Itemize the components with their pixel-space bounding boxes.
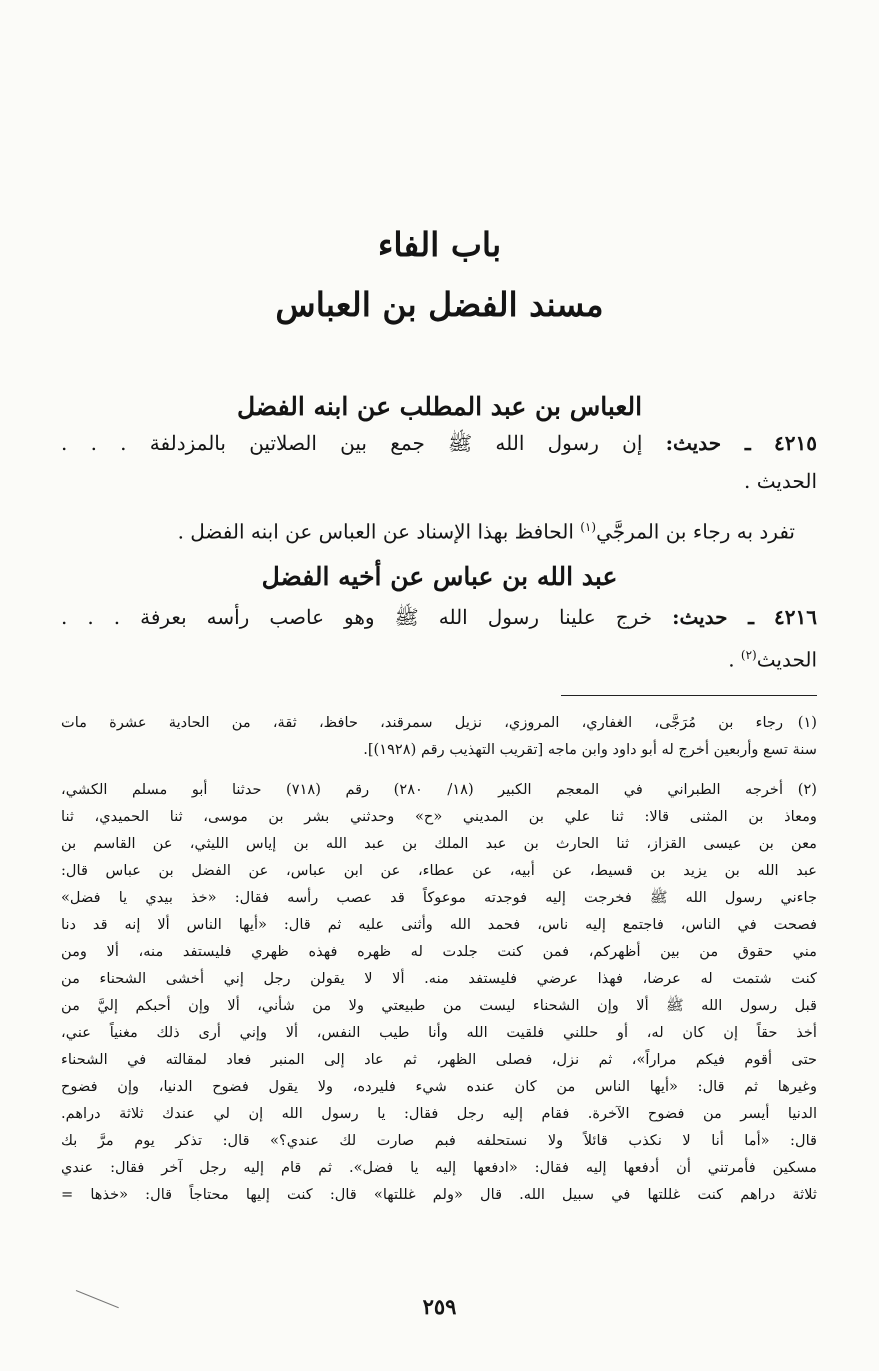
chapter-title: باب الفاء <box>377 225 502 264</box>
section-heading-abbas: العباس بن عبد المطلب عن ابنه الفضل <box>236 392 643 421</box>
footnote-2-line: حتى أقوم فيكم مراراً»، ثم نزل، فصلى الظهر، ثم عاد إلى المنبر فعاد لمقالته في الشحناء <box>61 1051 817 1068</box>
footnote-2-line: أخرجه الطبراني في المعجم الكبير (١٨/ ٢٨٠) رقم (٧١٨) حدثنا أبو مسلم الكشي، <box>61 781 783 798</box>
hadith-label: ـ حديث: <box>672 605 755 629</box>
footnote-2-line: وغيرها ثم قال: «أيها الناس من كان عنده شيء فليرده، ولا يقول فضوح الدنيا، وإن فضوح <box>61 1078 817 1095</box>
page-number: ٢٥٩ <box>422 1294 457 1319</box>
footnote-1-line: سنة تسع وأربعين أخرج له أبو داود وابن ماجه [تقريب التهذيب رقم (١٩٢٨)]. <box>363 741 817 758</box>
footnote-2-line: قال: «أما أنا لا نكذب قائلاً ولا نستحلفه فبم صارت لك عندي؟» قال: تذكر يوم مرَّ بك <box>61 1132 817 1149</box>
hadith-text: إن رسول الله ﷺ جمع بين الصلاتين بالمزدلفة . . . <box>61 431 643 455</box>
footnote-2-line: فصحت في الناس، فاجتمع إليه ناس، فحمد الله وأثنى عليه ثم قال: «أيها الناس ألا إنه قد دنا <box>61 916 817 933</box>
footnote-ref-2: (٢) <box>740 648 757 662</box>
comment-text-2: الحافظ بهذا الإسناد عن العباس عن ابنه الفضل . <box>177 519 581 544</box>
footnote-marker-1: (١) <box>797 714 817 731</box>
footnote-separator <box>561 695 817 696</box>
musnad-title: مسند الفضل بن العباس <box>275 285 604 324</box>
hadith-number: ٤٢١٥ <box>774 431 817 455</box>
hadith-text-end: الحديث <box>756 647 817 672</box>
hadith-4215 <box>61 426 817 460</box>
footnote-2-line: ومعاذ بن المثنى قالا: ثنا علي بن المديني «ح» وحدثني بشر بن موسى، ثنا الحميدي، ثنا <box>61 808 817 825</box>
footnote-2-line: ثلاثة دراهم كنت غللتها في سبيل الله. قال «ولم غللتها» قال: كنت إليها محتاجاً قال: «خذها = <box>61 1186 817 1203</box>
comment-tafarrud <box>61 510 795 549</box>
footnote-ref-1: (١) <box>580 520 597 534</box>
footnote-2-line: جاءني رسول الله ﷺ فخرجت إليه فوجدته موعوكاً قد عصب رأسه فقال: «خذ بيدي يا فضل» <box>61 889 817 906</box>
hadith-number: ٤٢١٦ <box>774 605 817 629</box>
section-heading-abdullah: عبد الله بن عباس عن أخيه الفضل <box>261 562 618 591</box>
footnote-2-line: قبل رسول الله ﷺ ألا وإن الشحناء ليست من طبيعتي ولا من شأني، ألا وإن أحبكم إليَّ من <box>61 997 817 1014</box>
footnote-2-line: الدنيا أيسر من فضوح الآخرة. فقام إليه رجل فقال: يا رسول الله إن لي عندك ثلاثة دراهم. <box>61 1105 817 1122</box>
footnote-2-line: أخذ حقاً إن كان له، أو حللني فلقيت الله وأنا طيب النفس، ألا وإني أرى ذلك مغنياً عني، <box>61 1024 817 1041</box>
hadith-4216 <box>61 600 817 634</box>
hadith-label: ـ حديث: <box>665 431 751 455</box>
hadith-period: . <box>728 647 735 672</box>
footnote-2-line: عبد الله بن يزيد بن قسيط، عن أبيه، عن عطاء، عن ابن عباس، عن الفضل بن عباس قال: <box>61 862 817 879</box>
footnote-2-line: معن بن عيسى القزاز، ثنا الحارث بن عبد الملك بن عبد الله بن إياس الليثي، عن القاسم بن <box>61 835 817 852</box>
hadith-4216-end <box>61 638 817 677</box>
comment-text-1: تفرد به رجاء بن المرجَّي <box>596 519 795 544</box>
footnote-marker-2: (٢) <box>797 781 817 798</box>
footnote-1-line: رجاء بن مُرَجَّى، الغفاري، المروزي، نزيل سمرقند، حافظ، ثقة، من الحادية عشرة مات <box>61 714 783 731</box>
footnote-2-line: مسكين فأمرتني أن أدفعها إليه فقال: «ادفعها إليه يا فضل». ثم قام إليه رجل آخر فقال: عندي <box>61 1159 817 1176</box>
footnote-2-line: مني حقوق من بين أظهركم، فمن كنت جلدت له ظهره فهذه ظهري فليستفد منه، ألا ومن <box>61 943 817 960</box>
hadith-4215-end: الحديث . <box>744 469 817 493</box>
footnote-2-line: كنت شتمت له عرضا، فهذا عرضي فليستفد منه. ألا لا يقولن رجل إني أخشى الشحناء من <box>61 970 817 987</box>
hadith-text: خرج علينا رسول الله ﷺ وهو عاصب رأسه بعرفة . . . <box>61 605 653 629</box>
